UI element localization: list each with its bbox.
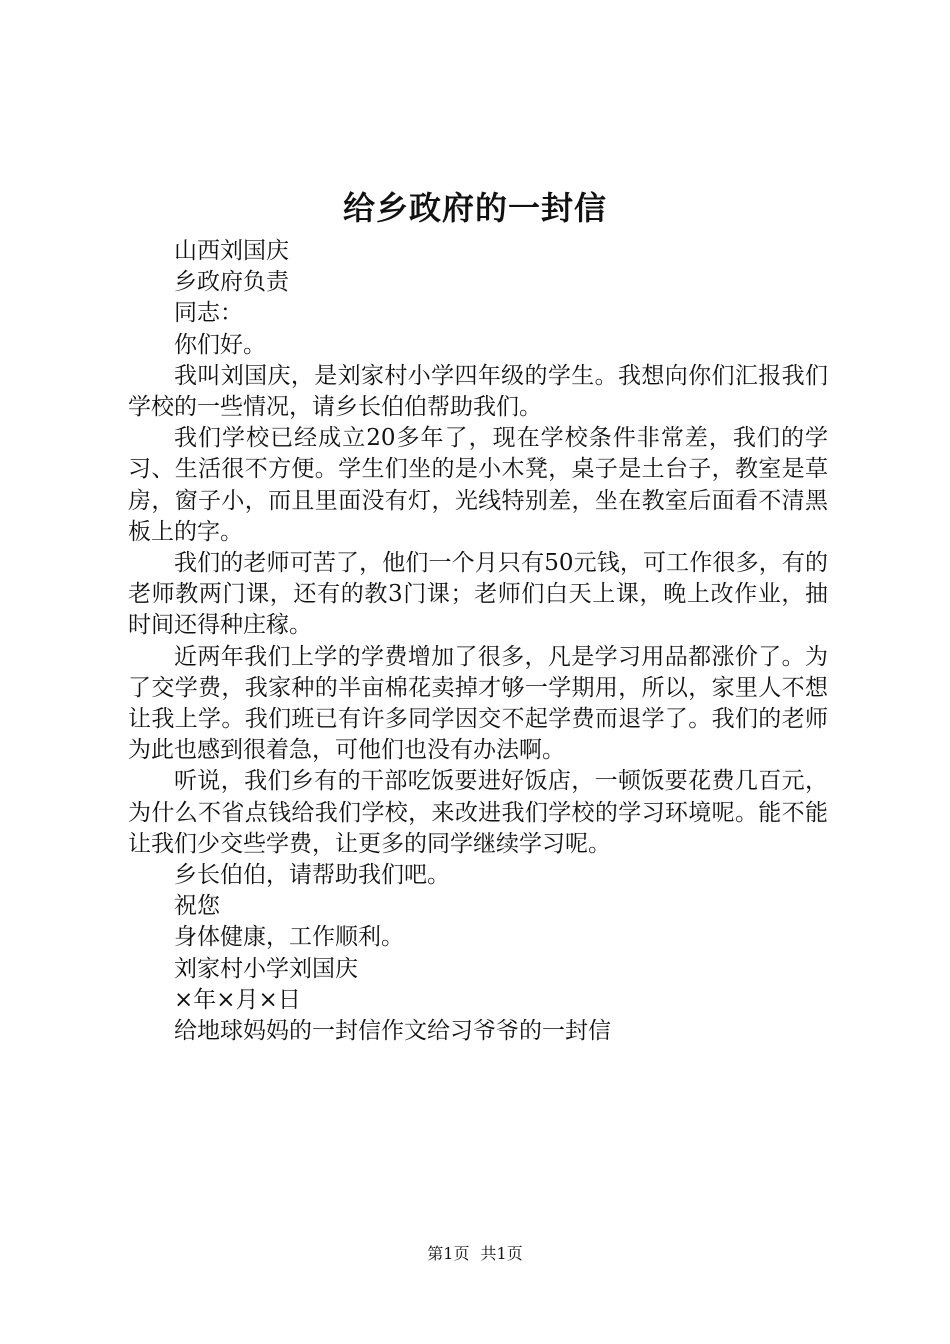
signature: 刘家村小学刘国庆: [174, 955, 358, 982]
body-paragraph: 近两年我们上学的学费增加了很多，凡是学习用品都涨价了。为了交学费，我家种的半亩棉花卖掉才够一学期用，所以，家里人不想让我上学。我们班已有许多同学因交不起学费而退学了。我们的老师为此也感到很着急，可他们也没有办法啊。: [128, 643, 828, 764]
body-paragraph: 我叫刘国庆，是刘家村小学四年级的学生。我想向你们汇报我们学校的一些情况，请乡长伯伯帮助我们。: [128, 362, 828, 421]
closing-request: 乡长伯伯，请帮助我们吧。: [174, 862, 450, 889]
date-line: ×年×月×日: [174, 986, 301, 1013]
body-paragraph: 我们学校已经成立20多年了，现在学校条件非常差，我们的学习、生活很不方便。学生们坐的是小木凳，桌子是土台子，教室是草房，窗子小，而且里面没有灯，光线特别差，坐在教室后面看不清黑板上的字。: [128, 425, 828, 545]
greeting-line: 你们好。: [174, 331, 266, 358]
page-number: 第1页 共1页: [427, 1244, 523, 1263]
body-paragraph: 听说，我们乡有的干部吃饭要进好饭店，一顿饭要花费几百元，为什么不省点钱给我们学校，来改进我们学校的学习环境呢。能不能让我们少交些学费，让更多的同学继续学习呢。: [128, 768, 828, 857]
related-titles: 给地球妈妈的一封信作文给习爷爷的一封信: [174, 1018, 611, 1045]
document-body: [128, 236, 828, 1047]
document-title: 给乡政府的一封信: [342, 189, 607, 227]
salutation-line-1: 乡政府负责: [174, 269, 289, 296]
body-paragraph: 我们的老师可苦了，他们一个月只有50元钱，可工作很多，有的老师教两门课，还有的教3门课；老师们白天上课，晚上改作业，抽时间还得种庄稼。: [128, 550, 828, 639]
author-line: 山西刘国庆: [174, 238, 289, 264]
closing-wish-2: 身体健康，工作顺利。: [174, 924, 404, 951]
closing-wish-1: 祝您: [174, 893, 220, 920]
salutation-line-2: 同志：: [174, 300, 243, 327]
